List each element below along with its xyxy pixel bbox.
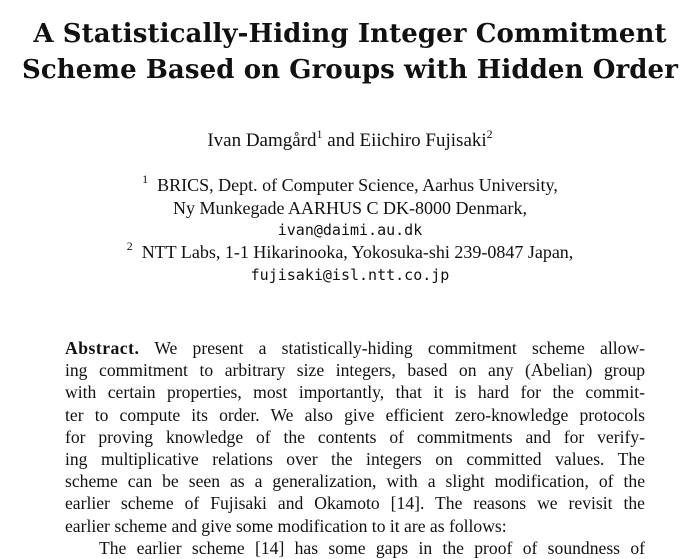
abstract-line: for proving knowledge of the contents of commitments and for verify- — [65, 426, 645, 447]
abstract-label: Abstract. — [65, 338, 140, 358]
author-name: Eiichiro Fujisaki — [359, 130, 487, 151]
paper-title — [0, 16, 700, 88]
affiliation-2 — [0, 241, 700, 286]
affiliation-mark: 1 — [142, 172, 149, 186]
affiliation-mark: 2 — [486, 126, 493, 141]
abstract-line: ter to compute its order. We also give efficient zero-knowledge protocols — [65, 404, 645, 425]
email-address: fujisaki@isl.ntt.co.jp — [250, 265, 450, 284]
affiliation-line: Ny Munkegade AARHUS C DK-8000 Denmark, — [173, 197, 527, 218]
abstract-line: The earlier scheme [14] has some gaps in the proof of soundness of — [99, 537, 645, 558]
abstract-line: earlier scheme and give some modification to it are as follows: — [65, 515, 507, 536]
abstract-line: ing commitment to arbitrary size integers, based on any (Abelian) group — [65, 360, 645, 381]
abstract-line: scheme can be seen as a generalization, with a slight modification, of the — [65, 471, 645, 492]
affiliation-1 — [0, 174, 700, 242]
abstract-line: earlier scheme of Fujisaki and Okamoto [14]. The reasons we revisit the — [65, 493, 645, 514]
author-name: Ivan Damgård — [207, 130, 317, 151]
author-conjunction: and — [327, 130, 355, 151]
author-list — [0, 128, 700, 154]
affiliation-line: $^1$ BRICS, Dept. of Computer Science, Aarhus University, — [142, 172, 558, 195]
abstract-line: Abstract. We present a statistically-hiding commitment scheme allow- — [65, 338, 645, 358]
affiliation-mark: 2 — [126, 239, 133, 253]
abstract-line: with certain properties, most importantly, that it is hard for the commit- — [65, 382, 645, 403]
affiliation-mark: 1 — [316, 126, 323, 141]
abstract-line: ing multiplicative relations over the integers on committed values. The — [65, 449, 645, 470]
email-address: ivan@daimi.au.dk — [277, 221, 423, 239]
title-line-2: Scheme Based on Groups with Hidden Order — [22, 55, 678, 85]
affiliation-line: $^2$ NTT Labs, 1-1 Hikarinooka, Yokosuka-shi 239-0847 Japan, — [126, 239, 574, 262]
abstract — [65, 337, 645, 559]
title-line-1: A Statistically-Hiding Integer Commitment — [33, 19, 667, 49]
